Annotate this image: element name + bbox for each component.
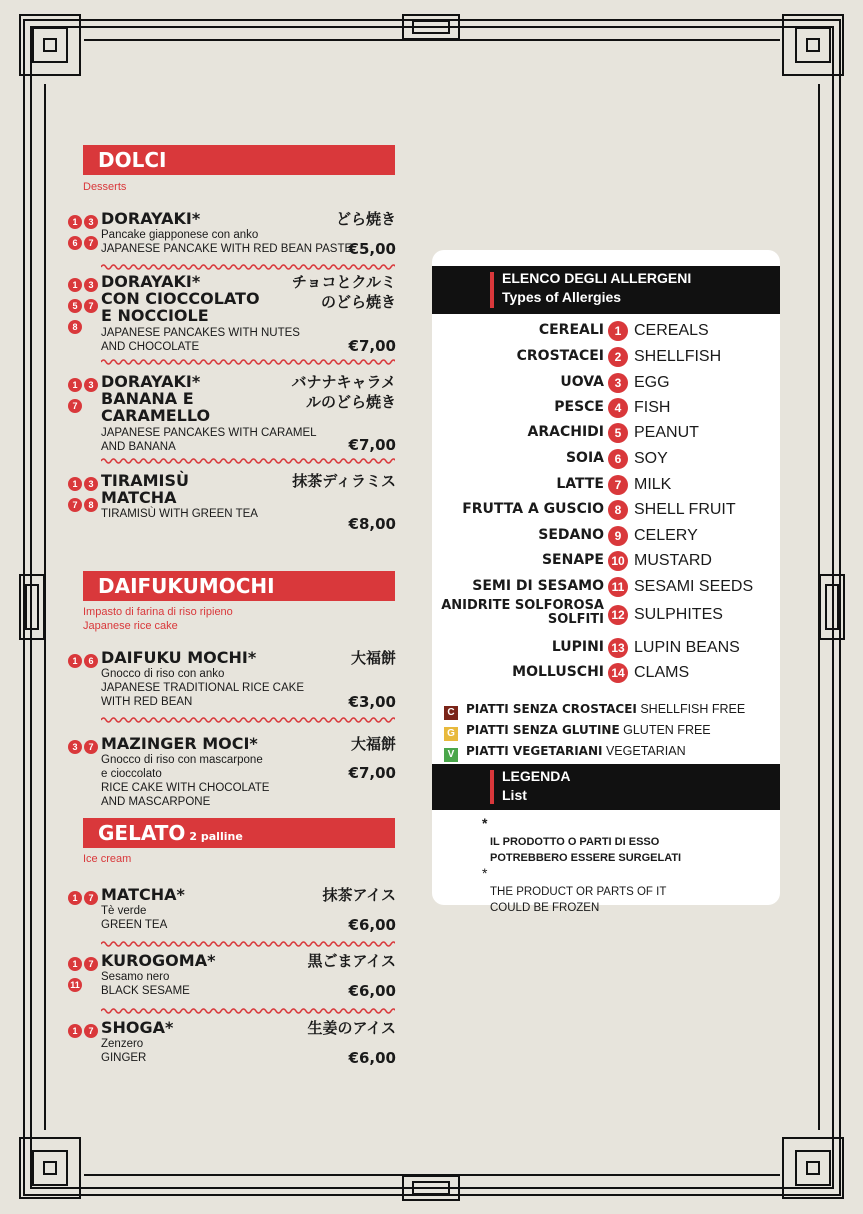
item-description: JAPANESE PANCAKES WITH NUTES AND CHOCOLATE: [101, 327, 300, 353]
allergen-badge: 1: [68, 1024, 82, 1038]
allergen-english: CLAMS: [634, 664, 690, 681]
allergen-english: CELERY: [634, 527, 698, 544]
legend-row: [444, 744, 686, 762]
allergen-badge: 8: [84, 498, 98, 512]
allergen-number-icon: 6: [608, 449, 628, 469]
gelato-menu-item: [68, 886, 396, 938]
allergen-badges: [68, 737, 100, 758]
allergen-row: [432, 347, 780, 369]
allergen-row: [432, 551, 780, 573]
allergen-badge: 3: [68, 740, 82, 754]
item-description: Gnocco di riso con anko JAPANESE TRADITIONAL RICE CAKE WITH RED BEAN: [101, 668, 305, 708]
allergen-row: [432, 638, 780, 660]
item-description: TIRAMISÙ WITH GREEN TEA: [101, 508, 258, 520]
allergen-english: LUPIN BEANS: [634, 639, 740, 656]
gelato-title-note: 2 palline: [189, 830, 243, 843]
dolci-divider: [101, 457, 395, 465]
gelato-divider: [101, 1007, 395, 1015]
item-price: €7,00: [348, 337, 396, 355]
allergen-badges: [68, 651, 100, 672]
daifuku-menu-item: [68, 649, 396, 714]
item-description: Pancake giapponese con anko JAPANESE PANCAKE WITH RED BEAN PASTE: [101, 229, 353, 255]
item-japanese-name: チョコとクルミ のどら焼き: [291, 274, 396, 311]
allergen-badges: [68, 888, 100, 909]
allergen-english: FISH: [634, 399, 671, 416]
allergen-english: EGG: [634, 374, 670, 391]
allergen-number-icon: 4: [608, 398, 628, 418]
item-price: €7,00: [348, 436, 396, 454]
legend-italian: PIATTI VEGETARIANI: [466, 744, 603, 758]
allergen-italian: FRUTTA A GUSCIO: [462, 501, 604, 517]
item-name: TIRAMISÙ MATCHA: [101, 471, 189, 507]
allergen-number-icon: 13: [608, 638, 628, 658]
allergen-number-icon: 1: [608, 321, 628, 341]
allergen-italian: ANIDRITE SOLFOROSA SOLFITI: [441, 598, 604, 627]
item-name: MAZINGER MOCI*: [101, 734, 258, 753]
legend-row: [444, 702, 745, 720]
legend-english: GLUTEN FREE: [619, 723, 711, 737]
allergen-badges: [68, 275, 100, 338]
item-japanese-name: 大福餅: [350, 736, 396, 753]
allergen-italian: SOIA: [565, 450, 604, 466]
legend-italian: PIATTI SENZA GLUTINE: [466, 723, 620, 737]
allergen-number-icon: 14: [608, 663, 628, 683]
item-price: €6,00: [348, 916, 396, 934]
allergen-row: [432, 598, 780, 627]
item-name: DORAYAKI* BANANA E CARAMELLO: [101, 372, 211, 425]
allergen-italian: CROSTACEI: [516, 348, 604, 364]
legend-code-icon: C: [444, 706, 458, 720]
gelato-menu-item: [68, 952, 396, 1004]
allergen-badges: [68, 474, 100, 516]
allergen-badge: 3: [84, 378, 98, 392]
dolci-header: DOLCI: [83, 145, 395, 175]
allergen-italian: SENAPE: [541, 552, 604, 568]
legenda-subtitle: List: [502, 787, 527, 803]
item-description: Sesamo nero BLACK SESAME: [101, 971, 190, 997]
allergen-badge: 6: [68, 236, 82, 250]
allergen-badges: [68, 954, 100, 996]
allergen-italian: SEMI DI SESAMO: [472, 578, 604, 594]
allergen-row: [432, 526, 780, 548]
item-price: €3,00: [348, 693, 396, 711]
allergen-badge: 5: [68, 299, 82, 313]
allergen-badge: 1: [68, 891, 82, 905]
allergen-italian: PESCE: [554, 399, 604, 415]
allergen-badge: 6: [84, 654, 98, 668]
daifuku-divider: [101, 716, 395, 724]
item-price: €7,00: [348, 764, 396, 782]
allergen-badge: 7: [68, 498, 82, 512]
allergen-badges: [68, 375, 100, 417]
allergen-italian: UOVA: [560, 374, 604, 390]
gelato-header: GELATO 2 palline: [83, 818, 395, 848]
allergen-english: SULPHITES: [634, 606, 723, 623]
item-name: KUROGOMA*: [101, 951, 216, 970]
allergen-row: [432, 577, 780, 599]
allergen-number-icon: 9: [608, 526, 628, 546]
allergen-italian: LUPINI: [551, 639, 604, 655]
item-description: JAPANESE PANCAKES WITH CARAMEL AND BANANA: [101, 427, 317, 453]
frozen-note-en: * THE PRODUCT OR PARTS OF IT COULD BE FROZEN: [482, 865, 667, 914]
dolci-divider: [101, 263, 395, 271]
allergen-italian: ARACHIDI: [527, 424, 604, 440]
allergen-row: [432, 449, 780, 471]
allergen-panel: [432, 250, 780, 914]
allergen-row: [432, 373, 780, 395]
corner-knot-tl: [20, 15, 80, 75]
allergen-italian: LATTE: [556, 476, 604, 492]
allergen-badges: [68, 212, 100, 254]
daifuku-menu-item: [68, 735, 396, 810]
allergen-row: [432, 663, 780, 685]
frozen-note-it: * IL PRODOTTO O PARTI DI ESSO POTREBBERO ESSERE SURGELATI: [482, 815, 682, 864]
legenda-title: LEGENDA: [502, 768, 571, 784]
allergen-badge: 3: [84, 477, 98, 491]
item-japanese-name: 黒ごまアイス: [307, 953, 396, 970]
dolci-subtitle: Desserts: [83, 181, 127, 193]
item-price: €6,00: [348, 982, 396, 1000]
item-japanese-name: 生姜のアイス: [307, 1020, 396, 1037]
allergen-italian: MOLLUSCHI: [512, 664, 604, 680]
item-description: Zenzero GINGER: [101, 1038, 147, 1064]
item-japanese-name: どら焼き: [335, 211, 396, 228]
allergen-row: [432, 398, 780, 420]
allergen-badge: 1: [68, 477, 82, 491]
dolci-menu-item: [68, 273, 396, 358]
allergen-badge: 7: [84, 1024, 98, 1038]
allergen-english: SOY: [634, 450, 668, 467]
item-japanese-name: バナナキャラメ ルのどら焼き: [291, 374, 396, 411]
item-name: DORAYAKI*: [101, 209, 201, 228]
allergen-row: [432, 475, 780, 497]
allergen-row: [432, 500, 780, 522]
allergen-badge: 3: [84, 278, 98, 292]
item-japanese-name: 大福餅: [350, 650, 396, 667]
item-price: €8,00: [348, 515, 396, 533]
allergen-number-icon: 10: [608, 551, 628, 571]
allergen-badge: 1: [68, 957, 82, 971]
legend-code-icon: V: [444, 748, 458, 762]
allergen-number-icon: 8: [608, 500, 628, 520]
allergen-badge: 7: [84, 891, 98, 905]
dolci-divider: [101, 358, 395, 366]
legend-italian: PIATTI SENZA CROSTACEI: [466, 702, 637, 716]
allergen-english: SESAMI SEEDS: [634, 578, 754, 595]
gelato-subtitle: Ice cream: [83, 853, 132, 865]
allergen-italian: CEREALI: [538, 322, 604, 338]
allergen-header: [432, 266, 780, 314]
dolci-menu-item: [68, 472, 396, 532]
allergen-english: SHELLFISH: [634, 348, 722, 365]
allergen-english: MUSTARD: [634, 552, 712, 569]
daifuku-subtitle: Impasto di farina di riso ripieno Japanese rice cake: [83, 606, 233, 632]
legenda-header: [432, 764, 780, 810]
allergen-badge: 1: [68, 215, 82, 229]
gelato-menu-item: [68, 1019, 396, 1069]
allergen-badge: 7: [84, 299, 98, 313]
allergen-english: MILK: [634, 476, 672, 493]
item-description: Tè verde GREEN TEA: [101, 905, 168, 931]
allergen-badge: 1: [68, 378, 82, 392]
item-name: SHOGA*: [101, 1018, 174, 1037]
allergen-number-icon: 5: [608, 423, 628, 443]
item-price: €6,00: [348, 1049, 396, 1067]
legend-english: VEGETARIAN: [602, 744, 686, 758]
allergen-badge: 8: [68, 320, 82, 334]
allergen-badge: 7: [84, 740, 98, 754]
allergen-row: [432, 423, 780, 445]
item-name: DAIFUKU MOCHI*: [101, 648, 257, 667]
legend-row: [444, 723, 711, 741]
allergen-english: CEREALS: [634, 322, 709, 339]
allergen-subtitle: Types of Allergies: [502, 289, 622, 305]
allergen-badge: 11: [68, 978, 82, 992]
allergen-number-icon: 7: [608, 475, 628, 495]
dolci-menu-item: [68, 210, 396, 266]
item-name: DORAYAKI* CON CIOCCOLATO E NOCCIOLE: [101, 272, 260, 325]
allergen-title: ELENCO DEGLI ALLERGENI: [502, 270, 692, 286]
allergen-english: SHELL FRUIT: [634, 501, 736, 518]
legend-english: SHELLFISH FREE: [636, 702, 746, 716]
allergen-italian: SEDANO: [538, 527, 604, 543]
item-name: MATCHA*: [101, 885, 185, 904]
item-price: €5,00: [348, 240, 396, 258]
gelato-divider: [101, 940, 395, 948]
allergen-badge: 7: [68, 399, 82, 413]
item-japanese-name: 抹茶ディラミス: [292, 473, 396, 490]
dolci-menu-item: [68, 373, 396, 456]
item-description: Gnocco di riso con mascarpone e cioccolato RICE CAKE WITH CHOCOLATE AND MASCARPONE: [101, 754, 270, 808]
allergen-badge: 7: [84, 236, 98, 250]
allergen-number-icon: 2: [608, 347, 628, 367]
allergen-badge: 7: [84, 957, 98, 971]
allergen-badge: 1: [68, 654, 82, 668]
daifuku-header: DAIFUKUMOCHI: [83, 571, 395, 601]
allergen-badge: 1: [68, 278, 82, 292]
legend-code-icon: G: [444, 727, 458, 741]
allergen-badge: 3: [84, 215, 98, 229]
allergen-row: [432, 321, 780, 343]
allergen-english: PEANUT: [634, 424, 699, 441]
allergen-number-icon: 11: [608, 577, 628, 597]
allergen-badges: [68, 1021, 100, 1042]
allergen-number-icon: 12: [608, 605, 628, 625]
allergen-number-icon: 3: [608, 373, 628, 393]
item-japanese-name: 抹茶アイス: [322, 887, 396, 904]
